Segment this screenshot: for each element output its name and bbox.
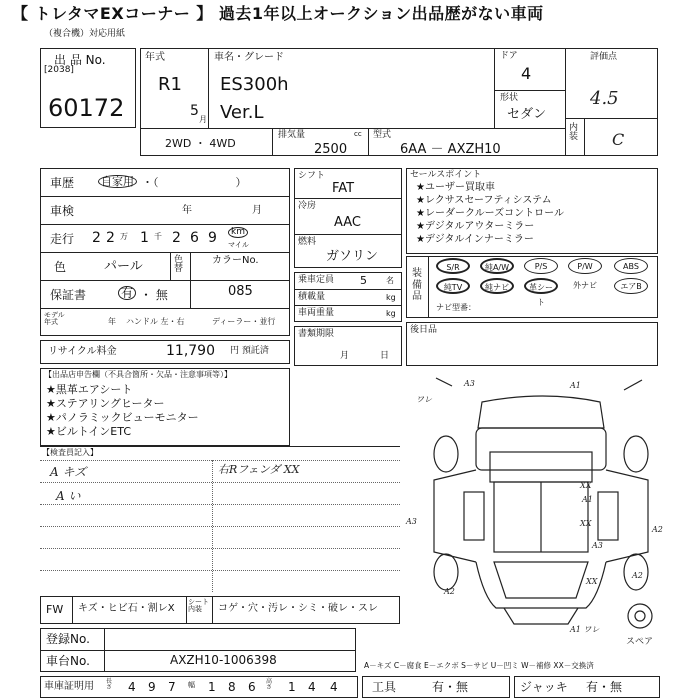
year-era: R1	[158, 74, 182, 95]
seat-text: コゲ・穴・汚レ・シミ・破レ・スレ	[218, 603, 378, 614]
model-grade: Ver.L	[220, 102, 264, 123]
cert-height: 高さ	[266, 678, 273, 691]
load-label: 積載量	[298, 292, 326, 302]
mileage-unit-km: km	[228, 227, 248, 238]
inspection-label: 車検	[50, 204, 75, 218]
jack-label: ジャッキ	[520, 680, 568, 694]
shape-value: セダン	[507, 107, 547, 122]
mileage-d1: 2	[92, 230, 101, 246]
expiry-month: 月	[340, 351, 350, 361]
tools-value: 有・無	[432, 680, 469, 694]
mileage-unit-mile: マイル	[228, 241, 249, 249]
tools-label: 工具	[372, 680, 397, 694]
car-diagram	[404, 372, 694, 650]
load-unit: kg	[386, 293, 396, 302]
history-value: 自家用	[98, 175, 137, 188]
selling-item: ★レクサスセーフティシステム	[416, 195, 552, 206]
mileage-d4: 2	[172, 230, 181, 246]
history-paren: ・（ ）	[142, 176, 247, 189]
damage-mark: A1 ワレ	[570, 625, 600, 634]
type-value: 6AA － AXZH10	[400, 142, 501, 157]
retrofit-label: 後日品	[410, 325, 438, 335]
warranty-yes: 有	[118, 286, 136, 300]
inspection-month: 月	[252, 205, 262, 216]
model-name: ES300h	[220, 74, 289, 95]
chassis-label: 車台No.	[46, 654, 90, 668]
lot-code: [2038]	[44, 65, 74, 75]
notes-item: ★ステアリングヒーター	[46, 397, 165, 410]
notes-item: ★黒革エアシート	[46, 383, 133, 396]
registration-label: 登録No.	[46, 632, 90, 646]
cert-digit: 6	[248, 680, 256, 694]
option-airbag: エアB	[614, 278, 648, 294]
fuel-label: 燃料	[298, 237, 317, 247]
aircon-value: AAC	[334, 215, 361, 230]
colorno-label: カラーNo.	[212, 255, 259, 266]
banner-text: 【 トレタマEXコーナー 】 過去1年以上オークション出品歴がない車両	[12, 4, 544, 23]
fw-text: キズ・ヒビ石・割レX	[78, 603, 175, 614]
legend: A－キズ C－腐食 E－エクボ S－サビ U－凹ミ W－補修 XX－交換済	[364, 661, 594, 670]
cert-digit: 1	[288, 680, 296, 694]
recycle-value: 11,790	[166, 343, 215, 359]
option-pw: P/W	[568, 258, 602, 274]
mileage-man: 万	[120, 232, 128, 241]
warranty-no: ・ 無	[140, 288, 168, 302]
damage-mark: A3	[406, 517, 417, 526]
cert-label: 車庫証明用	[44, 681, 94, 692]
cert-digit: 4	[308, 680, 316, 694]
mileage-d3: 1	[140, 230, 149, 246]
cert-long: 長さ	[106, 678, 113, 691]
model-year-dealer: ディーラー・並行	[212, 317, 276, 326]
inspector-note: A い	[56, 489, 81, 503]
fw-label: FW	[46, 603, 64, 616]
lot-label: 出 品 No.	[54, 53, 106, 67]
mileage-d5: 6	[190, 230, 199, 246]
mileage-d2: 2	[106, 230, 115, 246]
displacement-unit: cc	[354, 130, 362, 138]
color-label: 色	[54, 260, 67, 274]
option-ext-navi: 外ナビ	[573, 281, 597, 290]
shift-value: FAT	[332, 181, 355, 196]
cert-digit: 1	[208, 680, 216, 694]
damage-mark: A1	[582, 495, 593, 504]
mileage-sen: 千	[154, 232, 162, 241]
damage-mark: ワレ	[416, 395, 432, 404]
seat-label: シート内装	[188, 598, 209, 613]
inspection-year: 年	[182, 205, 192, 216]
damage-mark: XX	[586, 577, 598, 586]
recycle-label: リサイクル料金	[48, 346, 117, 357]
year-month-unit: 月	[199, 115, 207, 124]
year-month: 5	[190, 103, 199, 119]
mileage-label: 走行	[50, 232, 75, 246]
color-change-label: 色替	[174, 255, 184, 274]
colorno-value: 085	[228, 284, 253, 299]
option-navi: 純ナビ	[480, 278, 514, 294]
capacity-value: 5	[360, 274, 367, 287]
interior-value: C	[612, 130, 625, 149]
jack-value: 有・無	[586, 680, 623, 694]
cert-digit: 4	[128, 680, 136, 694]
shape-label: 形状	[500, 93, 519, 103]
cert-digit: 9	[148, 680, 156, 694]
cert-digit: 7	[168, 680, 176, 694]
model-year-handle: ハンドル 左・右	[126, 317, 185, 326]
score-label: 評価点	[590, 52, 618, 62]
lot-number: 60172	[48, 94, 125, 122]
fuel-value: ガソリン	[326, 249, 379, 264]
type-label: 型式	[373, 130, 392, 140]
interior-label: 内装	[569, 123, 579, 142]
damage-mark: XX	[580, 519, 592, 528]
model-year-year: 年	[108, 317, 116, 326]
cert-digit: 4	[330, 680, 338, 694]
option-tv: 純TV	[436, 278, 470, 294]
history-label: 車歴	[50, 176, 75, 190]
navi-model: ナビ型番：	[436, 303, 476, 312]
recycle-unit: 円 預託済	[230, 346, 269, 356]
option-abs: ABS	[614, 258, 648, 274]
inspector-label: 【検査員記入】	[42, 448, 98, 457]
damage-mark: A3	[464, 379, 475, 388]
chassis-value: AXZH10-1006398	[170, 653, 277, 667]
model-label: 車名・グレード	[214, 52, 284, 63]
damage-mark: A2	[652, 525, 663, 534]
doors-value: 4	[521, 64, 532, 83]
model-year-label: モデル年式	[44, 311, 65, 326]
score-value: 4.5	[590, 88, 619, 109]
option-ps: P/S	[524, 258, 558, 274]
selling-item: ★ユーザー買取車	[416, 182, 495, 193]
expiry-label: 書類期限	[298, 329, 335, 339]
capacity-unit: 名	[386, 276, 394, 285]
displacement-label: 排気量	[278, 130, 306, 140]
weight-label: 車両重量	[298, 308, 335, 318]
expiry-day: 日	[380, 351, 390, 361]
mileage-d6: 9	[208, 230, 217, 246]
damage-mark: A2	[632, 571, 643, 580]
selling-item: ★デジタルアウターミラー	[416, 221, 535, 232]
option-sr: S/R	[436, 258, 470, 274]
damage-mark: A3	[592, 541, 603, 550]
inspector-note: 右Rフェンダ XX	[218, 463, 300, 476]
capacity-label: 乗車定員	[298, 275, 335, 285]
selling-item: ★デジタルインナーミラー	[416, 234, 534, 245]
doors-label: ドア	[500, 51, 518, 61]
aircon-label: 冷房	[298, 201, 317, 211]
warranty-label: 保証書	[50, 288, 87, 302]
banner	[0, 0, 700, 28]
spare-label: スペア	[626, 637, 654, 647]
year-label: 年式	[145, 52, 165, 63]
color-value: パール	[104, 259, 143, 274]
notes-item: ★ビルトインETC	[46, 425, 132, 438]
damage-mark: A1	[570, 381, 581, 390]
cert-width: 幅	[188, 681, 195, 689]
shift-label: シフト	[298, 171, 326, 181]
selling-item: ★レーダークルーズコントロール	[416, 208, 564, 219]
drive-text: 2WD ・ 4WD	[165, 137, 236, 150]
selling-label: セールスポイント	[410, 170, 482, 180]
inspector-note: A キズ	[50, 465, 87, 479]
damage-mark: XX	[580, 481, 592, 490]
damage-mark: A2	[444, 587, 455, 596]
notes-item: ★パノラミックビューモニター	[46, 411, 199, 424]
option-seat: 革シート	[524, 278, 558, 294]
option-aw: 純A/W	[480, 258, 514, 274]
cert-digit: 8	[228, 680, 236, 694]
notes-label: 【出品店申告欄（不具合箇所・欠品・注意事項等）】	[44, 370, 232, 379]
retrofit-box	[406, 322, 658, 366]
weight-unit: kg	[386, 309, 396, 318]
subnote: （複合機）対応用紙	[44, 29, 126, 39]
equip-label: 装備品	[412, 268, 422, 302]
displacement-value: 2500	[314, 142, 348, 157]
